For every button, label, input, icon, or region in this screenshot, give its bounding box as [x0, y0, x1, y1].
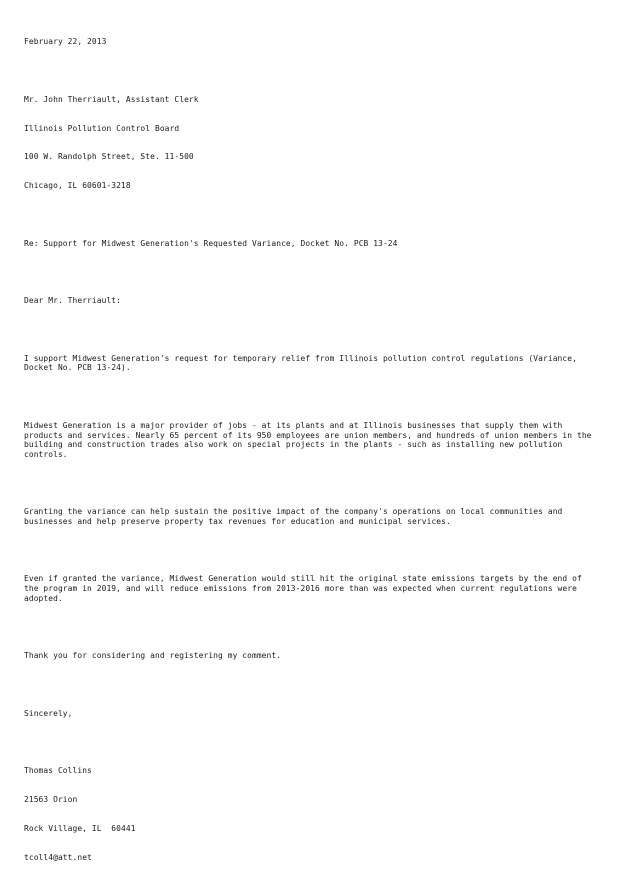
signature-block: [24, 747, 594, 881]
body-paragraph: [24, 335, 594, 393]
paragraph-text: Thank you for considering and registering my comment.: [24, 651, 282, 661]
body-paragraph: [24, 632, 594, 680]
signer-city: Rock Village, IL 60441: [24, 823, 136, 833]
paragraph-text: Even if granted the variance, Midwest Generation would still hit the original state emissions targets by the end of the program in 2019, and will reduce emissions from 2013-2016 more than was expected when current regulations were adopted.: [24, 574, 587, 603]
letter-date: February 22, 2013: [24, 37, 107, 47]
closing: Sincerely,: [24, 708, 73, 718]
salutation-block: [24, 277, 594, 325]
signer-street: 21563 Orion: [24, 795, 78, 805]
recipient-org: Illinois Pollution Control Board: [24, 123, 180, 133]
salutation: Dear Mr. Therriault:: [24, 296, 122, 306]
signer-name: Thomas Collins: [24, 766, 92, 776]
recipient-address: [24, 76, 594, 210]
subject-line: Re: Support for Midwest Generation's Requested Variance, Docket No. PCB 13-24: [24, 238, 398, 248]
recipient-city: Chicago, IL 60601-3218: [24, 181, 131, 191]
subject-block: [24, 219, 594, 267]
closing-block: [24, 690, 594, 738]
letter-page: [24, 18, 597, 891]
body-paragraph: [24, 488, 594, 546]
body-paragraph: [24, 402, 597, 479]
signer-email: tcoll4@att.net: [24, 852, 92, 862]
body-paragraph: [24, 555, 594, 622]
recipient-name: Mr. John Therriault, Assistant Clerk: [24, 94, 199, 104]
letter-date-block: [24, 18, 594, 66]
recipient-street: 100 W. Randolph Street, Ste. 11-500: [24, 152, 194, 162]
paragraph-text: I support Midwest Generation's request for temporary relief from Illinois pollution control regulations (Variance, Docket No. PCB 13-24).: [24, 353, 582, 373]
paragraph-text: Midwest Generation is a major provider of jobs - at its plants and at Illinois businesses that supply them with products and services. Nearly 65 percent of its 950 employees are union members, and hundreds of union members in the building and construction trades also work on special projects in the plants - such as installing new pollution controls.: [24, 420, 597, 459]
paragraph-text: Granting the variance can help sustain the positive impact of the company's operations on local communities and businesses and help preserve property tax revenues for education and municipal services.: [24, 507, 568, 526]
